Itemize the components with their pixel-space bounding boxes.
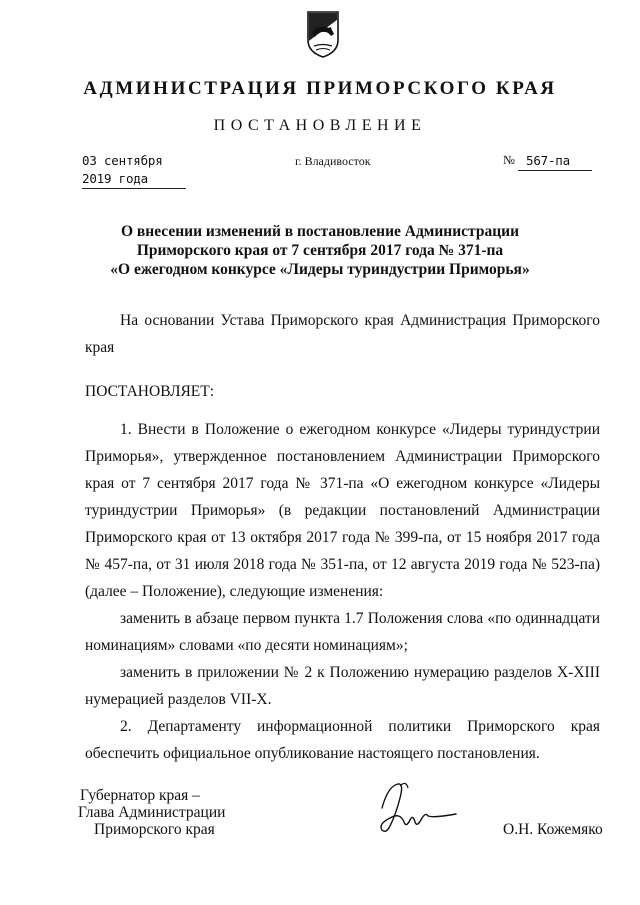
resolves-heading: ПОСТАНОВЛЯЕТ: <box>85 383 215 400</box>
item-2-paragraph: 2. Департаменту информационной политики Приморского края обеспечить официальное опубликование настоящего постановления. <box>85 718 600 762</box>
number-label: № <box>503 153 515 167</box>
document-body <box>85 307 600 767</box>
title-line: «О ежегодном конкурсе «Лидеры туриндустрии Приморья» <box>110 261 530 278</box>
handwritten-signature <box>360 778 460 838</box>
signatory-position <box>80 787 225 838</box>
position-line: Приморского края <box>94 821 215 838</box>
date-value: 03 сентября 2019 года <box>82 153 163 186</box>
document-type: ПОСТАНОВЛЕНИЕ <box>213 117 427 134</box>
position-line: Губернатор края – <box>80 787 200 804</box>
document-title <box>0 222 640 279</box>
organization-title: АДМИНИСТРАЦИЯ ПРИМОРСКОГО КРАЯ <box>83 78 557 99</box>
document-number <box>518 152 592 171</box>
item-1b-paragraph: заменить в приложении № 2 к Положению нумерацию разделов X-XIII нумерацией разделов VII-X. <box>85 664 600 708</box>
signatory-name: О.Н. Кожемяко <box>503 821 603 838</box>
preamble-paragraph: На основании Устава Приморского края Администрация Приморского края <box>85 312 600 356</box>
title-line: О внесении изменений в постановление Администрации <box>120 223 519 240</box>
position-line: Глава Администрации <box>78 804 226 821</box>
item-1-paragraph: 1. Внести в Положение о ежегодном конкурсе «Лидеры туриндустрии Приморья», утвержденное постановлением Администрации Приморского края от 7 сентября 2017 года № 371-па «О ежегодном конкурсе «Лидеры туриндустрии Приморья» (в редакции постановлений Администрации Приморского края от 13 октября 2017 года № 399-па, от 15 ноября 2017 года № 457-па, от 31 июля 2018 года № 351-па, от 12 августа 2019 года № 523-па) (далее – Положение), следующие изменения: <box>85 421 600 600</box>
document-city: г. Владивосток <box>295 154 371 168</box>
coat-of-arms-emblem <box>306 10 340 58</box>
title-line: Приморского края от 7 сентября 2017 года № 371-па <box>136 242 504 259</box>
document-date <box>82 152 186 189</box>
number-value: 567-па <box>526 153 570 168</box>
item-1a-paragraph: заменить в абзаце первом пункта 1.7 Положения слова «по одиннадцати номинациям» словами «по десяти номинациям»; <box>85 610 600 654</box>
